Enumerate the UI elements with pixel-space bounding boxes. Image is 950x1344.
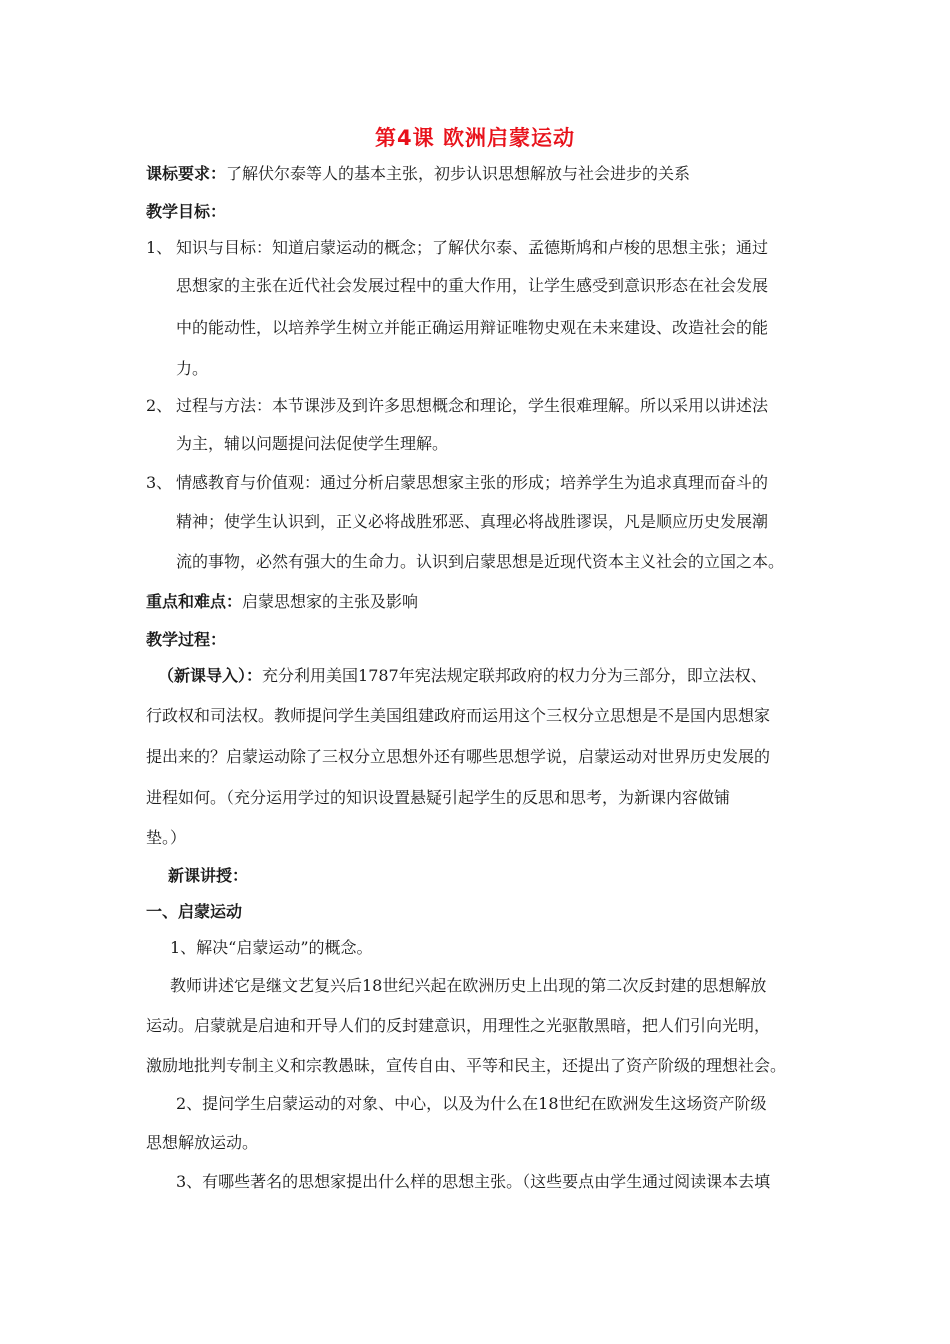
objective-1-line-3: 中的能动性，以培养学生树立并能正确运用辩证唯物史观在未来建设、改造社会的能 bbox=[176, 318, 769, 337]
objective-1-line-4: 力。 bbox=[176, 359, 209, 378]
objective-2-number: 2、 bbox=[146, 396, 173, 415]
intro-line-4: 进程如何。（充分运用学过的知识设置悬疑引起学生的反思和思考，为新课内容做铺 bbox=[146, 788, 731, 807]
intro-line-5: 垫。） bbox=[146, 828, 187, 847]
objective-1-line-2: 思想家的主张在近代社会发展过程中的重大作用，让学生感受到意识形态在社会发展 bbox=[176, 276, 769, 295]
intro-line-1 bbox=[158, 664, 767, 688]
objective-1-number: 1、 bbox=[146, 238, 173, 257]
standard-text: 了解伏尔泰等人的基本主张，初步认识思想解放与社会进步的关系 bbox=[226, 164, 691, 183]
objective-1-line-1 bbox=[146, 236, 768, 260]
intro-line-3: 提出来的？启蒙运动除了三权分立思想外还有哪些思想学说，启蒙运动对世界历史发展的 bbox=[146, 747, 771, 766]
item-1: 1、解决“启蒙运动”的概念。 bbox=[170, 938, 373, 957]
intro-line-2: 行政权和司法权。教师提问学生美国组建政府而运用这个三权分立思想是不是国内思想家 bbox=[146, 706, 771, 725]
lesson-title: 第4课 欧洲启蒙运动 bbox=[375, 126, 575, 150]
keypoints-line bbox=[146, 590, 418, 614]
objective-3-number: 3、 bbox=[146, 473, 173, 492]
standard-line bbox=[146, 162, 690, 186]
section-1-heading: 一、启蒙运动 bbox=[146, 902, 243, 921]
objective-text: 过程与方法：本节课涉及到许多思想概念和理论，学生很难理解。所以采用以讲述法 bbox=[176, 396, 769, 415]
item-1-para-line-1: 教师讲述它是继文艺复兴后18世纪兴起在欧洲历史上出现的第二次反封建的思想解放 bbox=[170, 976, 767, 995]
standard-label: 课标要求： bbox=[146, 164, 227, 183]
objective-text: 情感教育与价值观：通过分析启蒙思想家主张的形成；培养学生为追求真理而奋斗的 bbox=[176, 473, 769, 492]
objective-3-line-1 bbox=[146, 471, 768, 495]
item-1-para-line-3: 激励地批判专制主义和宗教愚昧，宣传自由、平等和民主，还提出了资产阶级的理想社会。 bbox=[146, 1056, 787, 1075]
objective-text: 知识与目标：知道启蒙运动的概念；了解伏尔泰、孟德斯鸠和卢梭的思想主张；通过 bbox=[176, 238, 769, 257]
objectives-label: 教学目标： bbox=[146, 202, 227, 221]
objective-3-line-3: 流的事物，必然有强大的生命力。认识到启蒙思想是近现代资本主义社会的立国之本。 bbox=[176, 552, 785, 571]
new-lesson-label: 新课讲授： bbox=[168, 866, 249, 885]
process-label: 教学过程： bbox=[146, 630, 227, 649]
objective-3-line-2: 精神；使学生认识到，正义必将战胜邪恶、真理必将战胜谬误，凡是顺应历史发展潮 bbox=[176, 512, 769, 531]
item-1-para-line-2: 运动。启蒙就是启迪和开导人们的反封建意识，用理性之光驱散黑暗，把人们引向光明， bbox=[146, 1016, 771, 1035]
item-2-line-2: 思想解放运动。 bbox=[146, 1133, 259, 1152]
objective-2-line-2: 为主，辅以问题提问法促使学生理解。 bbox=[176, 434, 449, 453]
item-2-line-1: 2、提问学生启蒙运动的对象、中心，以及为什么在18世纪在欧洲发生这场资产阶级 bbox=[176, 1094, 767, 1113]
item-3-line-1: 3、有哪些著名的思想家提出什么样的思想主张。（这些要点由学生通过阅读课本去填 bbox=[176, 1172, 771, 1191]
intro-label: （新课导入）： bbox=[158, 666, 263, 685]
intro-text: 充分利用美国1787年宪法规定联邦政府的权力分为三部分，即立法权、 bbox=[262, 666, 767, 685]
keypoints-label: 重点和难点： bbox=[146, 592, 243, 611]
objective-2-line-1 bbox=[146, 394, 768, 418]
keypoints-text: 启蒙思想家的主张及影响 bbox=[242, 592, 419, 611]
